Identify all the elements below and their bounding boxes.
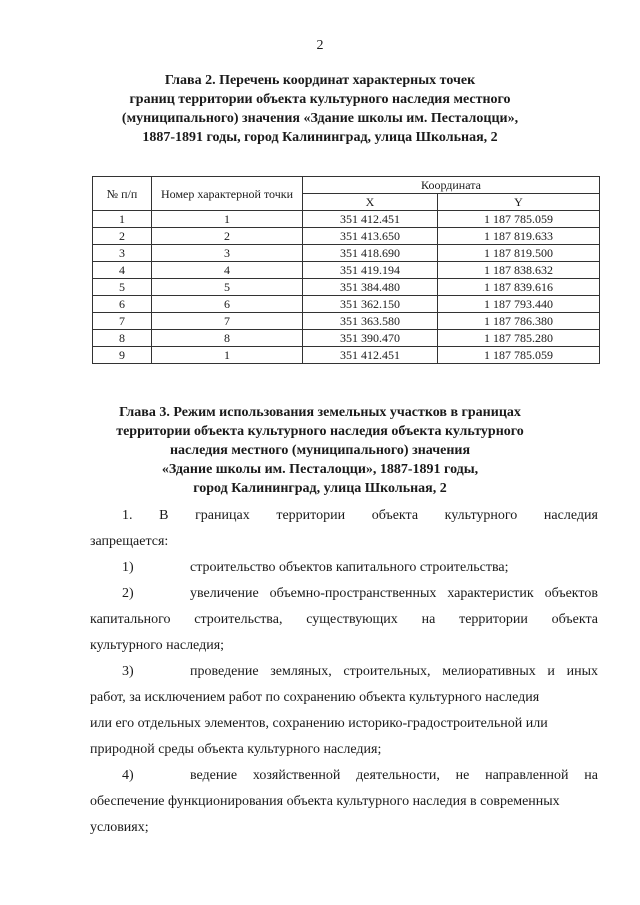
- header-point: Номер характерной точки: [152, 177, 303, 211]
- cell-x: 351 418.690: [303, 245, 438, 262]
- cell-number: 1: [93, 211, 152, 228]
- cell-y: 1 187 838.632: [438, 262, 600, 279]
- chapter2-heading-line: 1887-1891 годы, город Калининград, улица Школьная, 2: [142, 130, 498, 145]
- word: характеристик: [447, 586, 534, 601]
- cell-point: 7: [152, 313, 303, 330]
- cell-number: 4: [93, 262, 152, 279]
- table-row: [93, 279, 600, 296]
- item-text: [190, 763, 598, 789]
- chapter3-heading-line: территории объекта культурного наследия объекта культурного: [116, 424, 524, 439]
- word: объекта: [551, 612, 598, 627]
- table-row: [93, 347, 600, 364]
- word: В: [159, 508, 169, 523]
- coordinates-table: [92, 176, 600, 364]
- paragraph-line: [90, 607, 598, 633]
- paragraph-line: природной среды объекта культурного наследия;: [90, 742, 382, 757]
- cell-point: 6: [152, 296, 303, 313]
- paragraph-line: [90, 503, 598, 529]
- word: территории: [276, 508, 346, 523]
- paragraph-line: условиях;: [90, 820, 149, 835]
- cell-x: 351 362.150: [303, 296, 438, 313]
- cell-x: 351 384.480: [303, 279, 438, 296]
- chapter3-heading-line: наследия местного (муниципального) значения: [169, 443, 471, 458]
- table-row: [93, 296, 600, 313]
- word: на: [421, 612, 436, 627]
- cell-point: 8: [152, 330, 303, 347]
- word: строительных,: [343, 664, 431, 679]
- chapter2-heading-line: (муниципального) значения «Здание школы им. Песталоцци»,: [121, 111, 519, 126]
- cell-point: 3: [152, 245, 303, 262]
- paragraph-number: 1.: [122, 508, 133, 523]
- chapter3-heading-line: Глава 3. Режим использования земельных участков в границах: [119, 405, 521, 420]
- cell-y: 1 187 839.616: [438, 279, 600, 296]
- word: направленной: [485, 768, 569, 783]
- word: территории: [459, 612, 528, 627]
- table-row: [93, 313, 600, 330]
- cell-point: 4: [152, 262, 303, 279]
- item-text: строительство объектов капитального строительства;: [190, 560, 509, 575]
- item-number: 2): [122, 586, 134, 601]
- cell-x: 351 412.451: [303, 211, 438, 228]
- word: увеличение: [190, 586, 259, 601]
- cell-y: 1 187 819.633: [438, 228, 600, 245]
- cell-y: 1 187 785.280: [438, 330, 600, 347]
- word: и: [547, 664, 555, 679]
- cell-y: 1 187 819.500: [438, 245, 600, 262]
- word: строительства,: [194, 612, 283, 627]
- word: мелиоративных: [442, 664, 536, 679]
- word: на: [584, 768, 598, 783]
- cell-y: 1 187 785.059: [438, 211, 600, 228]
- word: деятельности,: [356, 768, 440, 783]
- cell-x: 351 390.470: [303, 330, 438, 347]
- cell-number: 2: [93, 228, 152, 245]
- page-number: 2: [316, 38, 324, 53]
- word: культурного: [444, 508, 518, 523]
- word: объекта: [371, 508, 419, 523]
- word: наследия: [543, 508, 598, 523]
- table-row: [93, 228, 600, 245]
- cell-point: 1: [152, 211, 303, 228]
- cell-y: 1 187 785.059: [438, 347, 600, 364]
- paragraph-line: культурного наследия;: [90, 638, 225, 653]
- table-row: [93, 211, 600, 228]
- chapter3-heading: [90, 403, 550, 498]
- word: границах: [195, 508, 250, 523]
- item-number: 4): [122, 768, 134, 783]
- cell-y: 1 187 793.440: [438, 296, 600, 313]
- cell-x: 351 419.194: [303, 262, 438, 279]
- word: ведение: [190, 768, 238, 783]
- word: иных: [566, 664, 598, 679]
- list-item: [90, 763, 598, 789]
- header-y: Y: [438, 194, 600, 211]
- table-row: [93, 262, 600, 279]
- paragraph-line: запрещается:: [90, 534, 169, 549]
- cell-x: 351 412.451: [303, 347, 438, 364]
- chapter2-heading-line: Глава 2. Перечень координат характерных точек: [164, 73, 476, 88]
- cell-x: 351 413.650: [303, 228, 438, 245]
- cell-number: 5: [93, 279, 152, 296]
- word: земляных,: [270, 664, 332, 679]
- header-number: № п/п: [93, 177, 152, 211]
- word: существующих: [306, 612, 398, 627]
- word: объемно-пространственных: [269, 586, 437, 601]
- cell-y: 1 187 786.380: [438, 313, 600, 330]
- list-item: [90, 581, 598, 607]
- cell-x: 351 363.580: [303, 313, 438, 330]
- cell-point: 2: [152, 228, 303, 245]
- cell-number: 8: [93, 330, 152, 347]
- item-number: 1): [122, 560, 134, 575]
- chapter2-heading: [90, 71, 550, 147]
- header-x: X: [303, 194, 438, 211]
- table-row: [93, 330, 600, 347]
- paragraph-line: или его отдельных элементов, сохранению историко-градостроительной или: [90, 716, 548, 731]
- chapter3-heading-line: «Здание школы им. Песталоцци», 1887-1891 годы,: [161, 462, 479, 477]
- word: капитального: [90, 612, 171, 627]
- list-item: [90, 659, 598, 685]
- header-coordinate: Координата: [303, 177, 600, 194]
- cell-number: 6: [93, 296, 152, 313]
- cell-number: 3: [93, 245, 152, 262]
- word: проведение: [190, 664, 259, 679]
- item-number: 3): [122, 664, 134, 679]
- paragraph-line: работ, за исключением работ по сохранению объекта культурного наследия: [90, 690, 540, 705]
- word: объектов: [544, 586, 598, 601]
- cell-point: 5: [152, 279, 303, 296]
- cell-number: 7: [93, 313, 152, 330]
- item-text: [190, 581, 598, 607]
- list-item: [90, 555, 598, 581]
- body-text: [90, 503, 598, 841]
- cell-number: 9: [93, 347, 152, 364]
- chapter2-heading-line: границ территории объекта культурного наследия местного: [129, 92, 511, 107]
- paragraph-line: обеспечение функционирования объекта культурного наследия в современных: [90, 794, 560, 809]
- item-text: [190, 659, 598, 685]
- table-row: [93, 245, 600, 262]
- chapter3-heading-line: город Калининград, улица Школьная, 2: [193, 481, 447, 496]
- word: не: [455, 768, 470, 783]
- word: хозяйственной: [252, 768, 341, 783]
- cell-point: 1: [152, 347, 303, 364]
